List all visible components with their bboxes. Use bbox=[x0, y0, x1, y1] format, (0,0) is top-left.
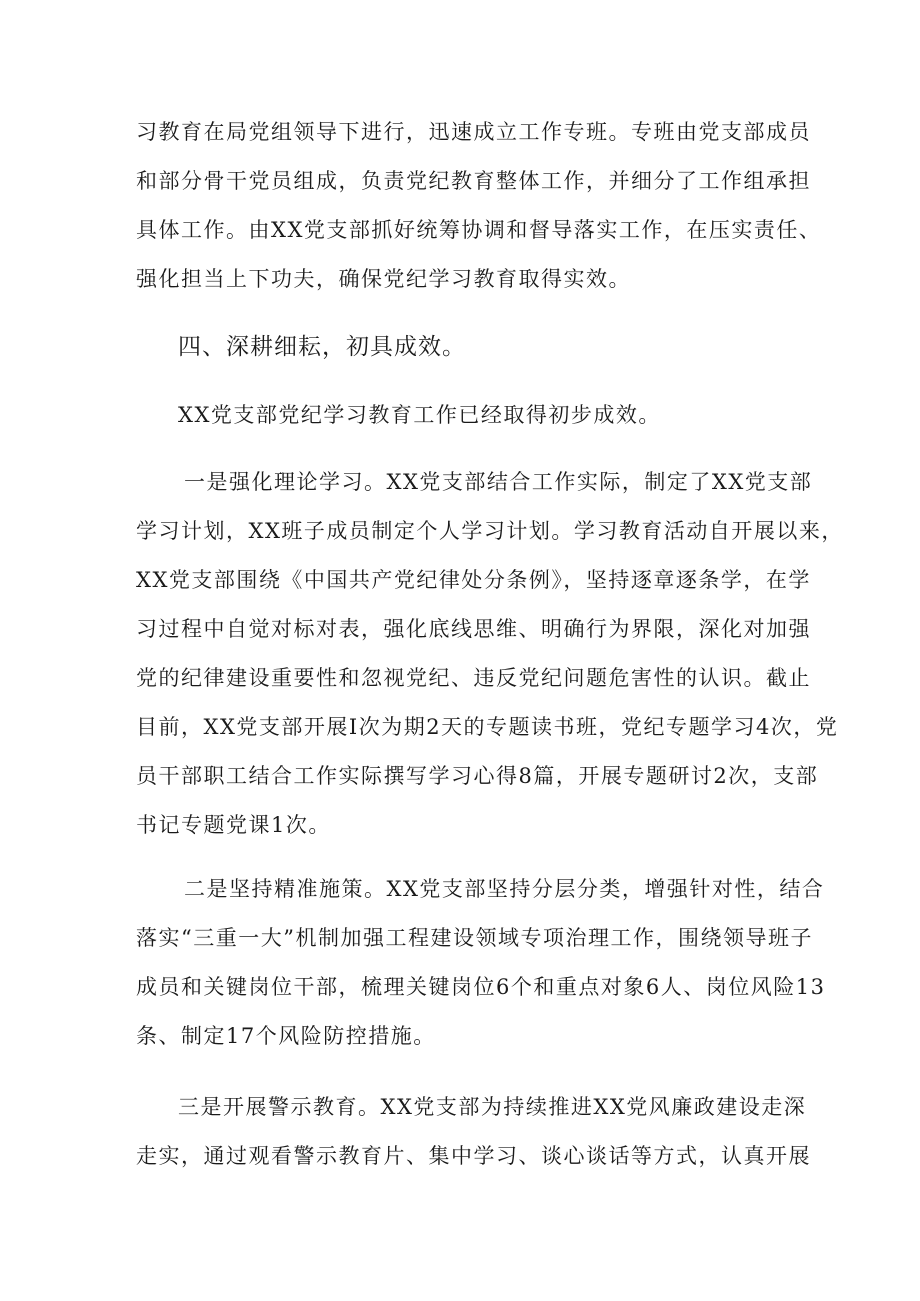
paragraph-1-line-1: 习教育在局党组领导下进行，迅速成立工作专班。专班由党支部成员 bbox=[136, 120, 811, 144]
paragraph-1-line-3: 具体工作。由XX党支部抓好统筹协调和督导落实工作，在压实责任、 bbox=[136, 218, 822, 242]
item-1-line-1: 一是强化理论学习。XX党支部结合工作实际，制定了XX党支部 bbox=[184, 470, 813, 494]
section-heading: 四、深耕细耘，初具成效。 bbox=[178, 334, 466, 360]
intro-paragraph: XX党支部党纪学习教育工作已经取得初步成效。 bbox=[178, 403, 661, 427]
item-1-line-5: 党的纪律建设重要性和忽视党纪、违反党纪问题危害性的认识。截止 bbox=[136, 666, 811, 690]
item-1-line-2: 学习计划，XX班子成员制定个人学习计划。学习教育活动自开展以来， bbox=[136, 519, 844, 543]
item-2-line-2: 落实“三重一大”机制加强工程建设领域专项治理工作，围绕领导班子 bbox=[136, 926, 813, 950]
item-1-line-7: 员干部职工结合工作实际撰写学习心得8篇，开展专题研讨2次，支部 bbox=[136, 764, 819, 788]
item-2-line-3: 成员和关键岗位干部，梳理关键岗位6个和重点对象6人、岗位风险13 bbox=[136, 975, 826, 999]
item-1-line-6: 目前，XX党支部开展I次为期2天的专题读书班，党纪专题学习4次，党 bbox=[136, 715, 839, 739]
item-1-line-4: 习过程中自觉对标对表，强化底线思维、明确行为界限，深化对加强 bbox=[136, 617, 811, 641]
item-2-line-1: 二是坚持精准施策。XX党支部坚持分层分类，增强针对性，结合 bbox=[184, 877, 825, 901]
paragraph-1-line-2: 和部分骨干党员组成，负责党纪教育整体工作，并细分了工作组承担 bbox=[136, 169, 811, 193]
item-1-line-8: 书记专题党课1次。 bbox=[136, 813, 331, 837]
paragraph-1-line-4: 强化担当上下功夫，确保党纪学习教育取得实效。 bbox=[136, 267, 631, 291]
item-3-line-2: 走实，通过观看警示教育片、集中学习、谈心谈话等方式，认真开展 bbox=[136, 1144, 811, 1168]
item-1-line-3: XX党支部围绕《中国共产党纪律处分条例》，坚持逐章逐条学，在学 bbox=[136, 568, 811, 592]
item-2-line-4: 条、制定17个风险防控措施。 bbox=[136, 1024, 436, 1048]
item-3-line-1: 三是开展警示教育。XX党支部为持续推进XX党风廉政建设走深 bbox=[178, 1095, 807, 1119]
